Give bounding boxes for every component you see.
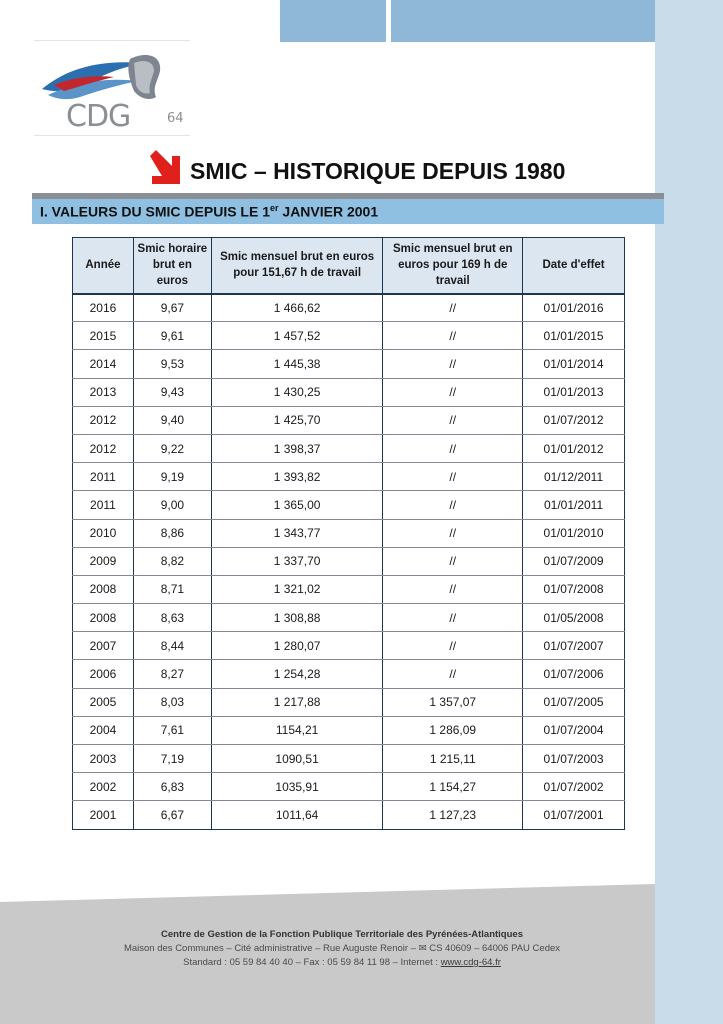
table-cell: 01/07/2007 [523, 632, 625, 660]
table-row [73, 378, 625, 406]
table-cell: 6,67 [133, 801, 211, 829]
table-cell: 2005 [73, 688, 134, 716]
table-row [73, 660, 625, 688]
table-cell: // [383, 575, 523, 603]
table-cell: // [383, 322, 523, 350]
table-cell: 9,19 [133, 463, 211, 491]
table-cell: 2012 [73, 434, 134, 462]
table-cell: 1 445,38 [211, 350, 383, 378]
table-cell: 8,71 [133, 575, 211, 603]
column-header: Smic horaire brut en euros [133, 238, 211, 294]
table-cell: 2012 [73, 406, 134, 434]
table-cell: 9,43 [133, 378, 211, 406]
table-row [73, 463, 625, 491]
logo-number: 64 [167, 111, 184, 126]
table-cell: 01/07/2001 [523, 801, 625, 829]
table-cell: 7,61 [133, 716, 211, 744]
table-cell: 1 254,28 [211, 660, 383, 688]
table-cell: 01/07/2008 [523, 575, 625, 603]
table-cell: 2004 [73, 716, 134, 744]
table-cell: 1 337,70 [211, 547, 383, 575]
table-cell: 01/07/2005 [523, 688, 625, 716]
column-header: Smic mensuel brut en euros pour 151,67 h de travail [211, 238, 383, 294]
table-row [73, 322, 625, 350]
table-cell: 2015 [73, 322, 134, 350]
table-row [73, 547, 625, 575]
table-cell: 9,67 [133, 294, 211, 322]
column-header: Année [73, 238, 134, 294]
table-cell: 01/12/2011 [523, 463, 625, 491]
right-decor-band [655, 0, 723, 1024]
table-cell: 2013 [73, 378, 134, 406]
table-cell: 01/01/2012 [523, 434, 625, 462]
table-cell: 8,44 [133, 632, 211, 660]
table-cell: // [383, 463, 523, 491]
table-cell: // [383, 660, 523, 688]
table-header-row [73, 238, 625, 294]
table-cell: 2016 [73, 294, 134, 322]
table-cell: 2001 [73, 801, 134, 829]
table-row [73, 745, 625, 773]
table-cell: 8,63 [133, 604, 211, 632]
table-cell: 01/01/2016 [523, 294, 625, 322]
table-cell: 8,03 [133, 688, 211, 716]
table-cell: 9,22 [133, 434, 211, 462]
table-cell: 2010 [73, 519, 134, 547]
table-cell: 2009 [73, 547, 134, 575]
table-cell: 2008 [73, 604, 134, 632]
smic-table [72, 237, 625, 830]
table-cell: // [383, 406, 523, 434]
table-cell: 2007 [73, 632, 134, 660]
table-row [73, 350, 625, 378]
table-cell: 8,82 [133, 547, 211, 575]
table-cell: 2003 [73, 745, 134, 773]
table-row [73, 632, 625, 660]
table-row [73, 801, 625, 829]
table-cell: 9,00 [133, 491, 211, 519]
table-cell: 8,27 [133, 660, 211, 688]
table-cell: // [383, 547, 523, 575]
table-cell: 01/07/2002 [523, 773, 625, 801]
table-row [73, 688, 625, 716]
cdg64-logo [34, 40, 190, 136]
table-cell: 1 457,52 [211, 322, 383, 350]
table-cell: 8,86 [133, 519, 211, 547]
page-title: SMIC – HISTORIQUE DEPUIS 1980 [190, 158, 566, 184]
table-cell: 1 425,70 [211, 406, 383, 434]
table-cell: 01/07/2003 [523, 745, 625, 773]
table-cell: 01/01/2013 [523, 378, 625, 406]
table-cell: // [383, 491, 523, 519]
footer-address: Maison des Communes – Cité administrative – Rue Auguste Renoir – ✉ CS 40609 – 64006 PAU Cedex [123, 943, 561, 954]
table-cell: 01/07/2004 [523, 716, 625, 744]
table-cell: // [383, 604, 523, 632]
footer-organisation: Centre de Gestion de la Fonction Publique Territoriale des Pyrénées-Atlantiques [161, 929, 523, 940]
table-cell: // [383, 632, 523, 660]
table-cell: 2008 [73, 575, 134, 603]
footer [0, 928, 684, 970]
table-row [73, 294, 625, 322]
table-cell: 1 343,77 [211, 519, 383, 547]
table-cell: 1154,21 [211, 716, 383, 744]
table-cell: 2002 [73, 773, 134, 801]
column-header: Date d'effet [523, 238, 625, 294]
table-cell: 1 217,88 [211, 688, 383, 716]
table-row [73, 716, 625, 744]
table-cell: 1 430,25 [211, 378, 383, 406]
table-row [73, 604, 625, 632]
table-cell: 9,61 [133, 322, 211, 350]
table-cell: 01/07/2009 [523, 547, 625, 575]
table-cell: 9,40 [133, 406, 211, 434]
top-decor-tab [391, 0, 655, 42]
table-cell: 01/05/2008 [523, 604, 625, 632]
website-link[interactable]: www.cdg-64.fr [440, 957, 501, 968]
table-cell: 1 286,09 [383, 716, 523, 744]
table-cell: 1 365,00 [211, 491, 383, 519]
table-cell: 2014 [73, 350, 134, 378]
table-cell: // [383, 434, 523, 462]
table-cell: 2006 [73, 660, 134, 688]
table-cell: 1 393,82 [211, 463, 383, 491]
table-cell: // [383, 350, 523, 378]
table-cell: 01/01/2015 [523, 322, 625, 350]
table-cell: 1090,51 [211, 745, 383, 773]
table-cell: 1 215,11 [383, 745, 523, 773]
table-cell: 1 154,27 [383, 773, 523, 801]
table-cell: 1 357,07 [383, 688, 523, 716]
table-cell: 9,53 [133, 350, 211, 378]
top-decor-tab [280, 0, 386, 42]
section-title: I. VALEURS DU SMIC DEPUIS LE 1er JANVIER 2001 [40, 203, 379, 220]
table-row [73, 434, 625, 462]
table-cell: 1 466,62 [211, 294, 383, 322]
table-cell: 01/01/2014 [523, 350, 625, 378]
logo-text: CDG [66, 99, 131, 134]
table-body [73, 294, 625, 830]
table-row [73, 519, 625, 547]
table-cell: // [383, 378, 523, 406]
table-cell: 2011 [73, 463, 134, 491]
table-cell: 1 280,07 [211, 632, 383, 660]
table-cell: 01/07/2012 [523, 406, 625, 434]
table-cell: // [383, 519, 523, 547]
table-cell: 1 308,88 [211, 604, 383, 632]
table-cell: 6,83 [133, 773, 211, 801]
table-row [73, 406, 625, 434]
table-cell: 1 398,37 [211, 434, 383, 462]
table-cell: 7,19 [133, 745, 211, 773]
table-cell: // [383, 294, 523, 322]
table-row [73, 575, 625, 603]
footer-contact: Standard : 05 59 84 40 40 – Fax : 05 59 84 11 98 – Internet : www.cdg-64.fr [183, 957, 501, 968]
table-cell: 01/01/2010 [523, 519, 625, 547]
table-cell: 2011 [73, 491, 134, 519]
table-row [73, 773, 625, 801]
table-cell: 1035,91 [211, 773, 383, 801]
table-cell: 01/07/2006 [523, 660, 625, 688]
red-arrow-icon [146, 150, 182, 186]
table-cell: 1 127,23 [383, 801, 523, 829]
column-header: Smic mensuel brut en euros pour 169 h de travail [383, 238, 523, 294]
table-cell: 01/01/2011 [523, 491, 625, 519]
table-cell: 1 321,02 [211, 575, 383, 603]
table-row [73, 491, 625, 519]
table-cell: 1011,64 [211, 801, 383, 829]
